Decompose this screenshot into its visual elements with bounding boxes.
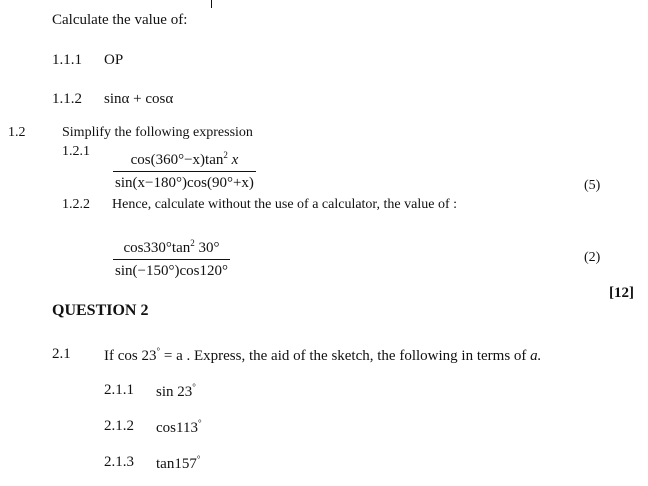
q21-number: 2.1 [52,346,71,362]
q12-text: Simplify the following expression [62,125,253,140]
question2-heading: QUESTION 2 [52,302,149,319]
q122-fraction [113,234,230,280]
q121-fraction [113,146,256,192]
q12-number: 1.2 [8,125,26,140]
q111-number: 1.1.1 [52,52,82,68]
q111-text: OP [104,52,124,68]
q122-denominator: sin(−150°)cos120° [115,263,228,279]
total-marks: [12] [609,285,634,301]
intro-text: Calculate the value of: [52,12,188,28]
q212-number: 2.1.2 [104,418,134,434]
q121-denominator: sin(x−180°)cos(90°+x) [115,175,254,191]
q121-numerator: $\cos(360^\circ-x)\tan^2$ x [130,150,239,168]
q122-number: 1.2.2 [62,197,90,212]
q211-number: 2.1.1 [104,382,134,398]
top-tick-mark [211,0,212,8]
q211-expr: sin 23° [156,382,196,400]
q112-text: sinα + cosα [104,91,174,107]
q212-expr: cos113° [156,418,202,436]
q122-numerator: $\cos 330^\circ\tan^2$ 30° [123,238,220,256]
q213-number: 2.1.3 [104,454,134,470]
q121-marks: (5) [584,178,601,193]
q21-text: If cos 23° = a . Express, the aid of the sketch, the following in terms of a. [104,346,542,364]
q121-fraction-bar [113,171,256,172]
q122-marks: (2) [584,250,601,265]
q121-number: 1.2.1 [62,144,90,159]
q213-expr: tan157° [156,454,201,472]
q122-fraction-bar [113,259,230,260]
q122-text: Hence, calculate without the use of a calculator, the value of : [112,197,458,212]
q112-number: 1.1.2 [52,91,82,107]
